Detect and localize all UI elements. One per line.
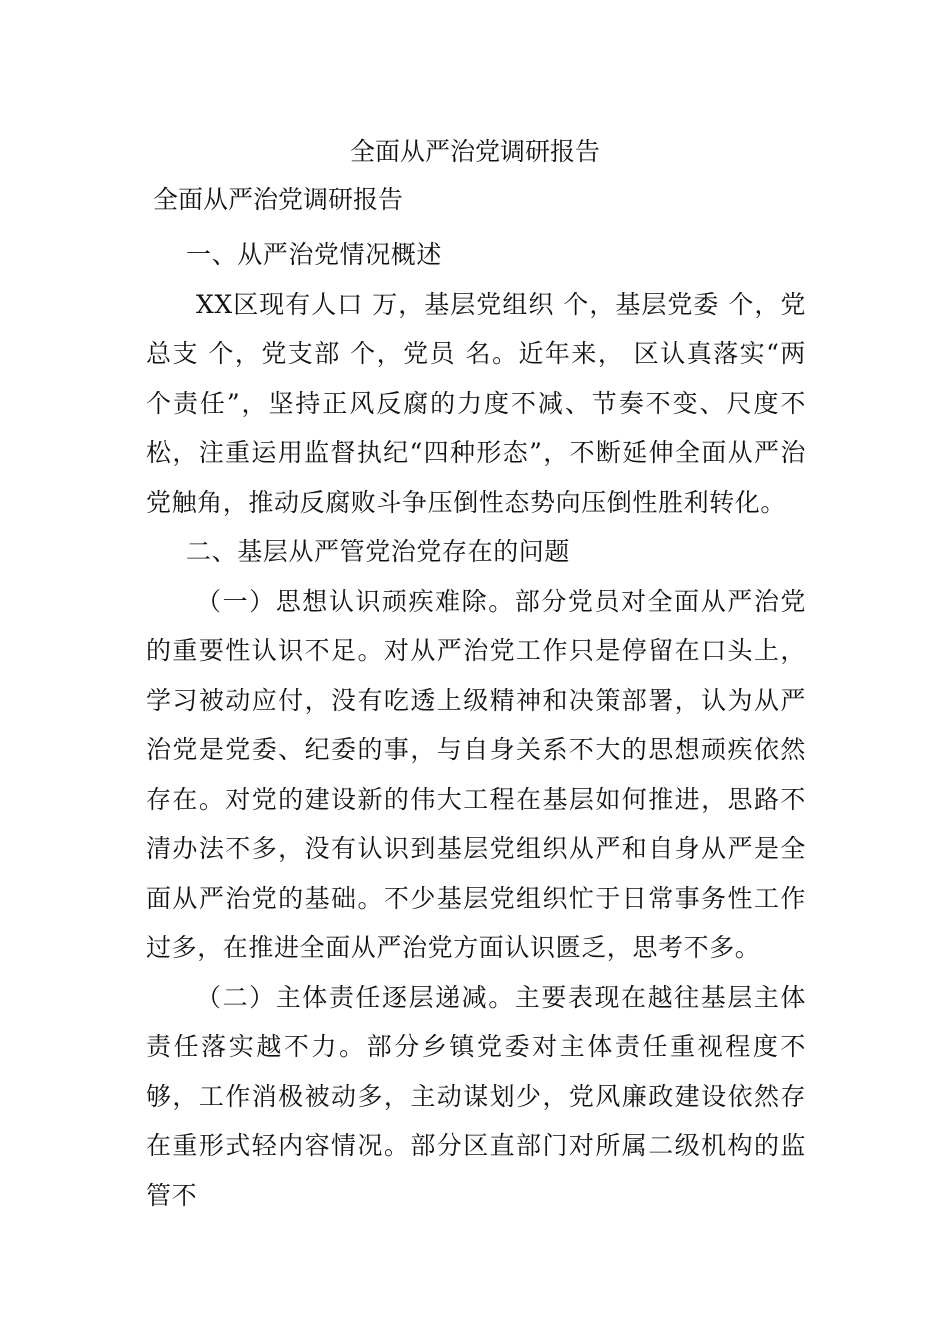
section-heading: 二、基层从严管党治党存在的问题	[186, 537, 571, 566]
paragraph: （一）思想认识顽疾难除。部分党员对全面从严治党的重要性认识不足。对从严治党工作只是停留在口头上，学习被动应付，没有吃透上级精神和决策部署，认为从严治党是党委、纪委的事，与自身关系不大的思想顽疾依然存在。对党的建设新的伟大工程在基层如何推进，思路不清办法不多，没有认识到基层党组织从严和自身从严是全面从严治党的基础。不少基层党组织忙于日常事务性工作过多，在推进全面从严治党方面认识匮乏，思考不多。	[146, 586, 806, 962]
paragraph: XX区现有人口 万，基层党组织 个，基层党委 个，党总支 个，党支部 个，党员 名。近年来， 区认真落实“两个责任”，坚持正风反腐的力度不减、节奏不变、尺度不松，注重运用监督执纪“四种形态”，不断延伸全面从严治党触角，推动反腐败斗争压倒性态势向压倒性胜利转化。	[146, 289, 806, 517]
document-body	[146, 230, 806, 1220]
document-subtitle: 全面从严治党调研报告	[153, 185, 404, 214]
document-title: 全面从严治党调研报告	[349, 137, 600, 166]
paragraph: （二）主体责任逐层递减。主要表现在越往基层主体责任落实越不力。部分乡镇党委对主体责任重视程度不够，工作消极被动多，主动谋划少，党风廉政建设依然存在重形式轻内容情况。部分区直部门对所属二级机构的监管不	[146, 982, 806, 1210]
section-heading: 一、从严治党情况概述	[186, 240, 443, 269]
